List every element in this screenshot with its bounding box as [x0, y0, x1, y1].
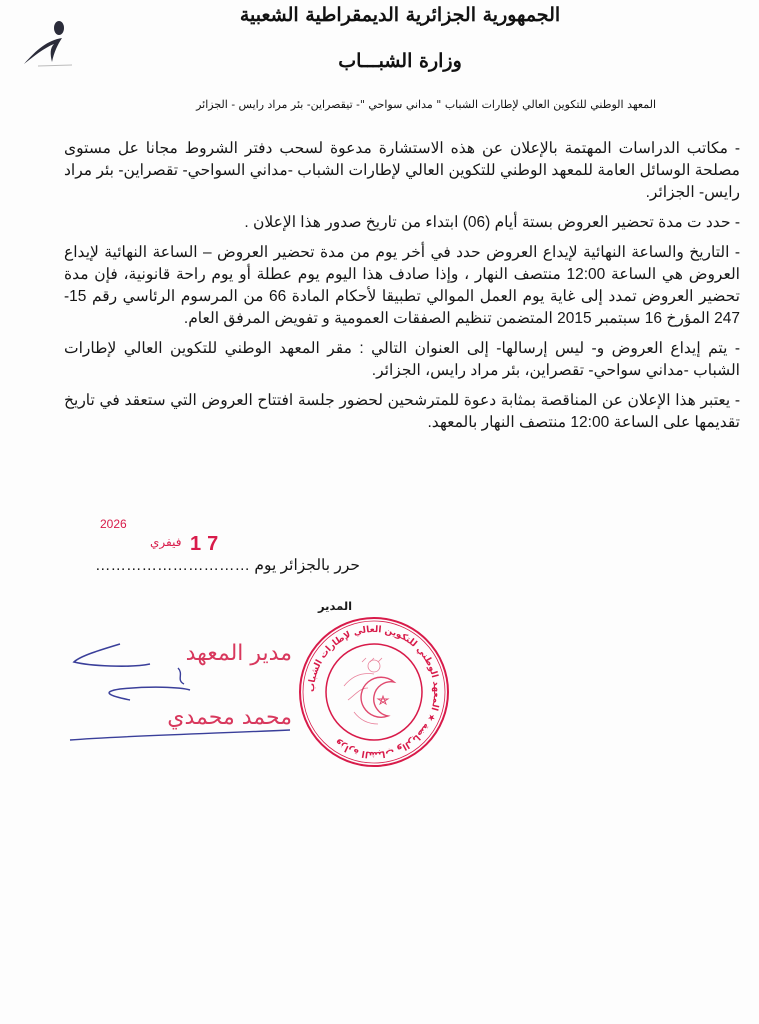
- dated-label: حرر بالجزائر يوم: [254, 557, 360, 574]
- svg-text:وزارة الشباب والرياضة ★ المعهد: [307, 625, 441, 759]
- seal-text: وزارة الشباب والرياضة ★ المعهد الوطني للتكوين العالي لإطارات الشباب: [306, 624, 442, 760]
- date-stamp-month: فيفري: [150, 535, 182, 549]
- republic-heading: الجمهورية الجزائرية الديمقراطية الشعبية: [239, 4, 561, 26]
- signature-line-2: محمد محمدي: [167, 705, 292, 730]
- paragraph-preparation-period: - حدد ت مدة تحضير العروض بستة أيام (06) ابتداء من تاريخ صدور هذا الإعلان .: [244, 214, 740, 231]
- date-dots: …………………………: [95, 557, 251, 574]
- announcement-body: [64, 138, 740, 442]
- date-stamp-year: 2026: [100, 517, 127, 531]
- paragraph-opening-session: - يعتبر هذا الإعلان عن المناقصة بمثابة دعوة للمترشحين لحضور جلسة افتتاح العروض التي ستعقد في تاريخ تقديمها على الساعة 12:00 منتصف النهار بالمعهد.: [64, 392, 740, 431]
- paragraph-collect-specifications: - مكاتب الدراسات المهتمة بالإعلان عن هذه الاستشارة مدعوة لسحب دفتر الشروط مجانا عل مستوى مصلحة الوسائل العامة للمعهد الوطني للتكوين العالي لإطارات الشباب -مداني السواحي- تقصراين- بئر مراد رايس- الجزائر.: [64, 140, 740, 201]
- institute-name: المعهد الوطني للتكوين العالي لإطارات الشباب " مداني سواحي "- تيقصراين- بئر مراد رايس - الجزائر: [196, 98, 656, 111]
- date-stamp-day: 17: [190, 533, 225, 555]
- official-seal: [298, 616, 450, 768]
- paragraph-deadline: - التاريخ والساعة النهائية لإيداع العروض حدد في أخر يوم من مدة تحضير العروض – الساعة النهائية لإيداع العروض هي الساعة 12:00 منتصف النهار ، وإذا صادف هذا اليوم يوم عطلة أو يوم راحة قانونية، فإن مدة تحضير العروض تمدد إلى غاية يوم العمل الموالي تطبيقا لأحكام المادة 66 من المرسوم الرئاسي رقم 15-247 المؤرخ 16 سبتمبر 2015 المتضمن تنظيم الصفقات العمومية و تفويض المرفق العام.: [64, 244, 740, 327]
- dated-line: [80, 556, 360, 575]
- paragraph-submission-address: - يتم إيداع العروض و- ليس إرسالها- إلى العنوان التالي : مقر المعهد الوطني للتكوين العالي لإطارات الشباب -مداني سواحي- تقصراين، بئر مراد رايس، الجزائر.: [64, 340, 740, 379]
- handwritten-signature: [60, 634, 300, 744]
- signature-line-1: مدير المعهد: [185, 641, 292, 666]
- ministry-logo-icon: [14, 12, 74, 72]
- director-title: المدير: [318, 599, 353, 613]
- ministry-heading: وزارة الشبـــاب: [338, 50, 462, 72]
